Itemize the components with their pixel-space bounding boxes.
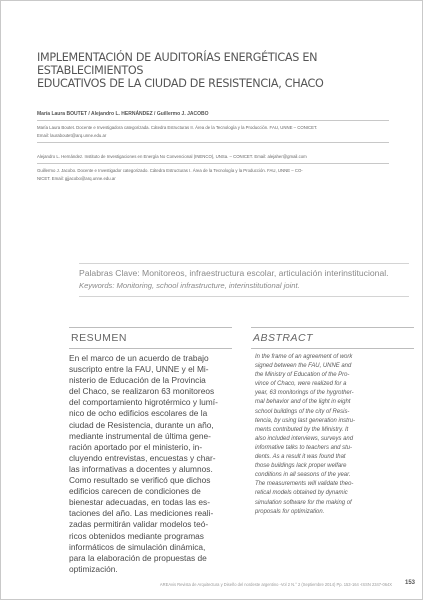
text-line: taciones del año. Las mediciones reali- xyxy=(69,508,214,519)
text-line: nisterio de Educación de la Provincia xyxy=(69,375,206,386)
text-line: mediante instrumental de última gene- xyxy=(69,430,211,441)
text-line: En el marco de un acuerdo de trabajo xyxy=(69,353,209,363)
resumen-heading-box xyxy=(69,327,232,349)
text-line: mal behavior and of the light in eight xyxy=(255,399,351,406)
text-line: ración aportado por el ministerio, in- xyxy=(69,441,203,452)
text-line: Como resultado se verificó que dichos xyxy=(69,475,211,486)
text-line: suscripto entre la FAU, UNNE y el Mi- xyxy=(69,364,209,375)
text-line: conditions in all seasons of the year. xyxy=(255,472,351,479)
text-line: also included interviews, surveys and xyxy=(255,435,354,442)
divider xyxy=(37,120,389,121)
text-line: del comportamiento higrotérmico y lumí- xyxy=(69,397,218,408)
text-line: retical models obtained by dynamic xyxy=(255,490,348,497)
author-list: María Laura BOUTET / Alejandro L. HERNÁNDEZ / Guillermo J. JACOBO xyxy=(37,111,209,117)
text-line: the Ministry of Education of the Pro- xyxy=(255,372,350,379)
affiliation xyxy=(37,124,392,139)
text-line: cluyendo entrevistas, encuestas y char- xyxy=(69,452,216,463)
affiliation xyxy=(37,153,392,161)
affiliation-line: NICET. Email: gjjacobo@arq.unne.edu.ar xyxy=(37,175,116,181)
text-line: edificios carecen de condiciones de xyxy=(69,486,201,497)
affiliation-line: Email: lauraboutet@arq.unne.edu.ar xyxy=(37,132,107,138)
affiliation xyxy=(37,167,392,182)
article-title xyxy=(37,51,397,90)
text-line: In the frame of an agreement of work xyxy=(255,354,353,360)
resumen-heading: RESUMEN xyxy=(71,332,128,344)
text-line: those buildings lack proper welfare xyxy=(255,463,347,470)
text-line: year, 63 monitorings of the hygrother- xyxy=(255,390,354,397)
text-line: nico de ocho edificios escolares de la xyxy=(69,408,208,419)
text-line: dents. As a result it was found that xyxy=(255,454,346,461)
text-line: zadas permitirán validar modelos teó- xyxy=(69,519,209,530)
keywords-spanish: Palabras Clave: Monitoreos, infraestructura escolar, articulación interinstitucional. xyxy=(79,268,389,278)
title-line: EDUCATIVOS DE LA CIUDAD DE RESISTENCIA, CHACO xyxy=(37,77,324,90)
abstract-heading-box xyxy=(251,327,414,349)
text-line: school buildings of the city of Resis- xyxy=(255,408,350,415)
divider xyxy=(37,142,389,143)
resumen-body xyxy=(69,353,232,575)
text-line: signed between the FAU, UNNE and xyxy=(255,363,352,370)
divider xyxy=(37,163,389,164)
text-line: ricos obtenidos mediante programas xyxy=(69,530,204,541)
text-line: vince of Chaco, were realized for a xyxy=(255,381,347,388)
text-line: simulation software for the making of xyxy=(255,499,352,506)
text-line: para la elaboración de propuestas de xyxy=(69,552,207,563)
footer-citation: AREAvis Revista de Arquitectura y Diseño del nordeste argentino -Vol 2 N.° 2 (Septiembre 2014) Pp. 153-164 -ISSN 2347-064X xyxy=(159,582,392,587)
text-line: proposals for optimization. xyxy=(255,508,325,515)
abstract-heading: ABSTRACT xyxy=(253,332,314,344)
abstract-body xyxy=(255,353,405,517)
keywords-block xyxy=(79,263,409,297)
text-line: informative talks to teachers and stu- xyxy=(255,444,353,451)
page-footer xyxy=(1,578,422,599)
text-line: del Chaco, se realizaron 63 monitoreos xyxy=(69,386,215,397)
text-line: The measurements will validate theo- xyxy=(255,481,354,488)
title-line: IMPLEMENTACIÓN DE AUDITORÍAS ENERGÉTICAS EN ESTABLECIMIENTOS xyxy=(37,51,318,77)
text-line: ments contributed by the Ministry. It xyxy=(255,426,349,433)
affiliation-line: María Laura Boutet. Docente e Investigadora categorizada. Cátedra Estructuras II. Área de la Tecnología y la Producción. FAU, UNNE – CONICET. xyxy=(37,125,318,130)
text-line: tencia, by using last generation instru- xyxy=(255,417,356,424)
text-line: optimización. xyxy=(69,563,118,574)
keywords-english: Keywords: Monitoring, school infrastructure, interinstitutional joint. xyxy=(79,281,300,290)
text-line: las informativas a docentes y alumnos. xyxy=(69,463,213,474)
affiliation-line: Alejandro L. Hernández. Instituto de Investigaciones en Energía No Convencional (INENCO), UNSa. – CONICET. Email: alejaher@gmail.com xyxy=(37,154,307,159)
affiliation-line: Guillermo J. Jacobo. Docente e Investigador categorizado. Cátedra Estructuras I. Área de la Tecnología y la Producción. FAU, UNNE – CO- xyxy=(37,168,303,173)
page-number: 153 xyxy=(404,580,415,586)
text-line: bienestar adecuadas, en todas las es- xyxy=(69,497,211,508)
text-line: ciudad de Resistencia, durante un año, xyxy=(69,419,214,430)
text-line: informáticos de simulación dinámica, xyxy=(69,541,206,552)
